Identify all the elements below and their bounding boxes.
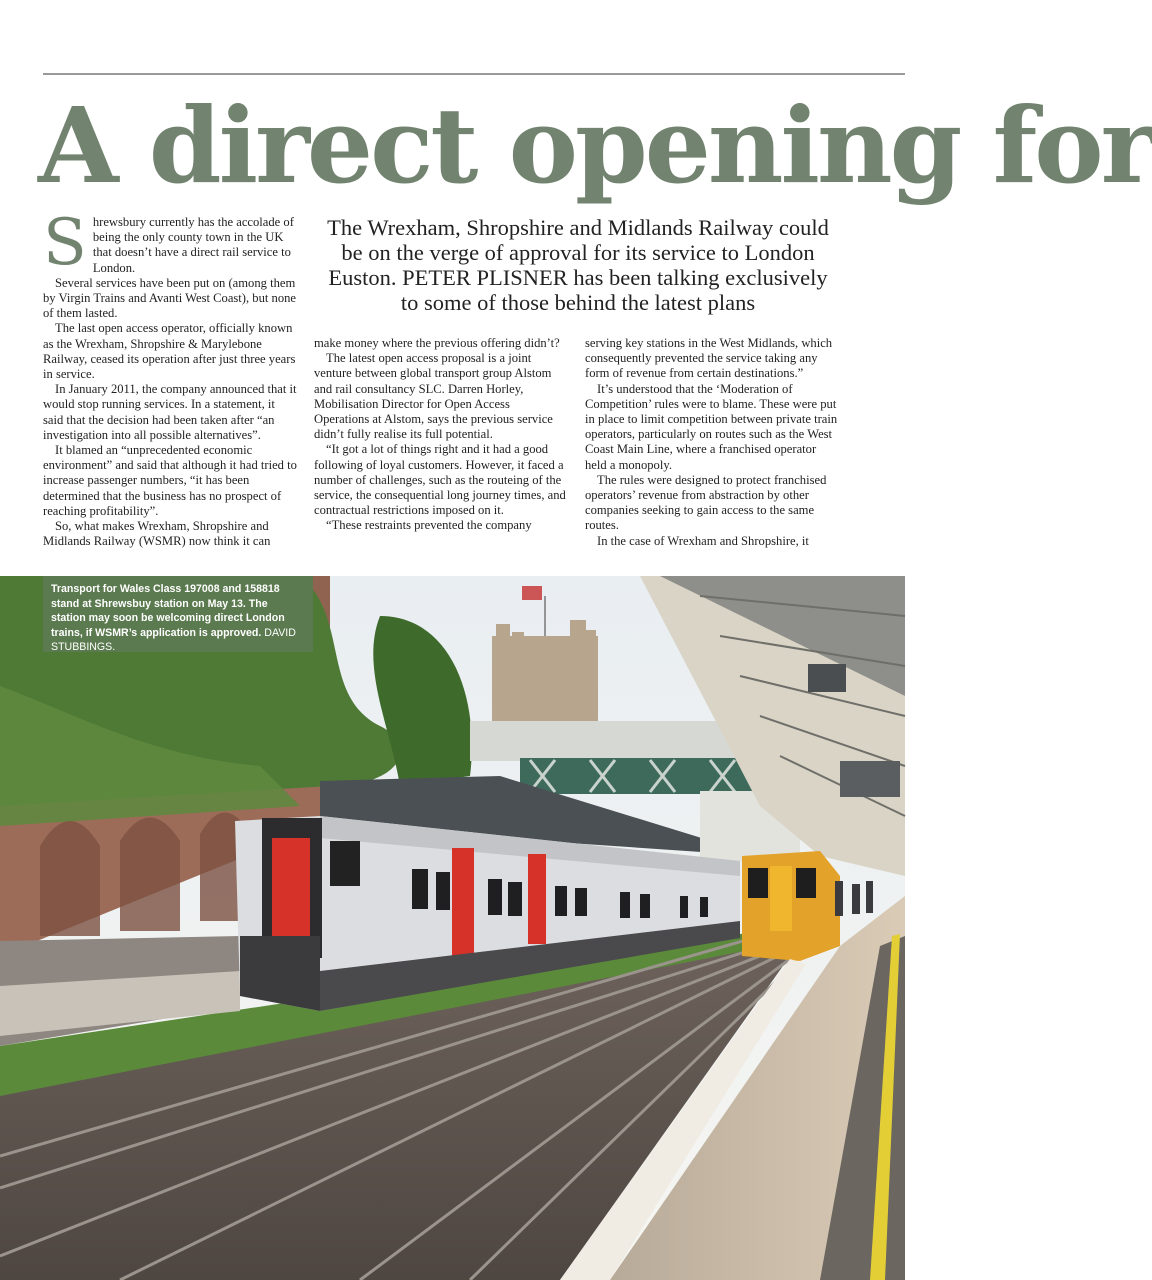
paragraph: So, what makes Wrexham, Shropshire and Midlands Railway (WSMR) now think it can xyxy=(43,519,271,549)
paragraph: “It got a lot of things right and it had a good following of loyal customers. However, it faced a number of challenges, such as the routeing of the service, the consequential long journey times, and contractual restrictions imposed on it. xyxy=(314,442,566,518)
paragraph: It’s understood that the ‘Moderation of Competition’ rules were to blame. These were put in place to limit competition between private train operators, particularly on routes such as the West Coast Main Line, where a franchised operator held a monopoly. xyxy=(585,381,838,472)
paragraph: serving key stations in the West Midlands, which consequently prevented the service taking any form of revenue from certain destinations.” xyxy=(585,336,833,381)
top-rule xyxy=(43,73,905,75)
paragraph: The rules were designed to protect franchised operators’ revenue from abstraction by other companies seeking to gain access to the same routes. xyxy=(585,472,827,533)
photo-caption xyxy=(43,576,313,652)
headline: A direct opening for xyxy=(38,84,1152,207)
article-column-2 xyxy=(314,336,568,534)
paragraph: “These restraints prevented the company xyxy=(326,518,532,533)
station-photo xyxy=(0,576,905,1280)
paragraph: make money where the previous offering didn’t? xyxy=(314,336,560,350)
drop-cap: S xyxy=(43,206,87,280)
train-158818 xyxy=(742,851,840,961)
photo-credit: DAVID STUBBINGS. xyxy=(51,626,296,653)
caption-text: Transport for Wales Class 197008 and 158818 stand at Shrewsbuy station on May 13. The station may soon be welcoming direct London trains, if WSMR’s application is approved. xyxy=(51,583,285,639)
paragraph: In the case of Wrexham and Shropshire, it xyxy=(597,533,809,548)
paragraph: The last open access operator, officially known as the Wrexham, Shropshire & Marylebone Railway, ceased its operation after just three years in service. xyxy=(43,321,296,382)
article-column-3 xyxy=(585,336,840,549)
paragraph: hrewsbury currently has the accolade of being the only county town in the UK that doesn’t have a direct rail service to London. xyxy=(92,215,294,275)
paragraph: In January 2011, the company announced that it would stop running services. In a statement, it said that the decision had been taken after “an investigation into all possible alternatives”. xyxy=(43,382,297,442)
article-column-1 xyxy=(43,206,298,549)
paragraph: The latest open access proposal is a joint venture between global transport group Alstom and rail consultancy SLC. Darren Horley, Mobilisation Director for Open Access Operations at Alstom, says the previous service didn’t fully realise its full potential. xyxy=(314,351,553,442)
standfirst: The Wrexham, Shropshire and Midlands Railway could be on the verge of approval for its service to London Euston. PETER PLISNER has been talking exclusively to some of those behind the latest plans xyxy=(327,215,829,315)
paragraph: Several services have been put on (among them by Virgin Trains and Avanti West Coast), but none of them lasted. xyxy=(43,275,297,321)
paragraph: It blamed an “unprecedented economic environment” and said that although it had tried to increase passenger numbers, “it has been determined that the business has no prospect of reaching profitability”. xyxy=(43,443,297,518)
